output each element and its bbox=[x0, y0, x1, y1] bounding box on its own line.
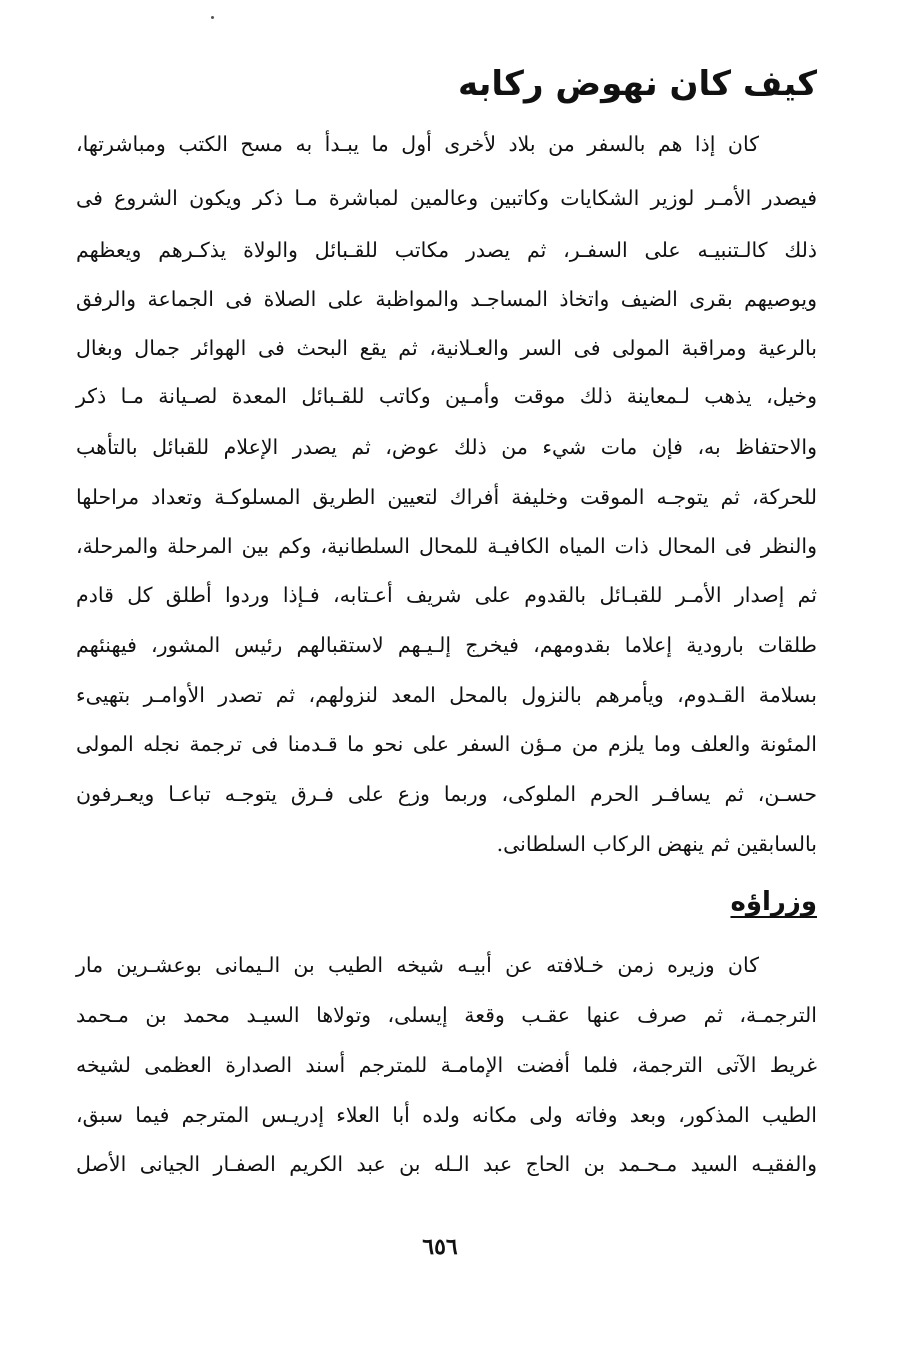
text-line: للحركة، ثم يتوجـه الموقت وخليفة أفراك لتعيين الطريق المسلوكـة وتعداد مراحلها bbox=[76, 485, 817, 509]
text-line: المئونة والعلف وما يلزم من مـؤن السفر على نحو ما قـدمنا فى ترجمة نجله المولى bbox=[76, 732, 817, 756]
text-line: ثم إصدار الأمـر للقبـائل بالقدوم على شريف أعـتابه، فـإذا وردوا أطلق كل قادم bbox=[76, 583, 817, 607]
text-line: كان وزيره زمن خـلافته عن أبيـه شيخه الطيب بن الـيمانى بوعشـرين مار bbox=[76, 953, 759, 977]
text-line: غريط الآتى الترجمة، فلما أفضت الإمامـة للمترجم أسند الصدارة العظمى لشيخه bbox=[76, 1053, 817, 1077]
text-line: ويوصيهم بقرى الضيف واتخاذ المساجـد والمواظبة على الصلاة فى الجماعة والرفق bbox=[76, 287, 817, 311]
text-line: بالسابقين ثم ينهض الركاب السلطانى. bbox=[496, 832, 817, 856]
text-line: الترجمـة، ثم صرف عنها عقـب وقعة إيسلى، وتولاها السيـد محمد بن مـحمد bbox=[76, 1003, 817, 1027]
text-line: بالرعية ومراقبة المولى فى السر والعـلانية، ثم يقع البحث فى الهوائر جمال وبغال bbox=[76, 336, 817, 360]
text-line: والاحتفاظ به، فإن مات شيء من ذلك عوض، ثم يصدر الإعلام للقبائل بالتأهب bbox=[76, 435, 817, 459]
text-line: بسلامة القـدوم، ويأمرهم بالنزول بالمحل المعد لنزولهم، ثم تصدر الأوامـر بتهيىء bbox=[76, 683, 817, 707]
page-number: ٦٥٦ bbox=[422, 1234, 458, 1260]
section-heading-ministers: وزراؤه bbox=[730, 887, 817, 917]
text-line: ذلك كالـتنبيـه على السفـر، ثم يصدر مكاتب للقـبائل والولاة يذكـرهم ويعظهم bbox=[76, 238, 817, 262]
text-line: فيصدر الأمـر لوزير الشكايات وكاتبين وعالمين لمباشرة مـا ذكر ويكون الشروع فى bbox=[76, 186, 817, 210]
text-line: حسـن، ثم يسافـر الحرم الملوكى، وربما وزع على فـرق يتوجـه تباعـا ويعـرفون bbox=[76, 782, 817, 806]
text-line: والنظر فى المحال ذات المياه الكافيـة للمحال السلطانية، وكم بين المرحلة والمرحلة، bbox=[76, 534, 817, 558]
section-heading-return-journey: كيف كان نهوض ركابه bbox=[458, 64, 817, 104]
text-line: طلقات بارودية إعلاما بقدومهم، فيخرج إلـيـهم لاستقبالهم رئيس المشور، فيهنئهم bbox=[76, 633, 817, 657]
scan-speck bbox=[211, 16, 214, 19]
text-line: والفقيـه السيد مـحـمد بن الحاج عبد الـله بن عبد الكريم الصفـار الجيانى الأصل bbox=[76, 1152, 817, 1176]
text-line: الطيب المذكور، وبعد وفاته ولى مكانه ولده أبا العلاء إدريـس المترجم فيما سبق، bbox=[76, 1103, 817, 1127]
text-line: وخيل، يذهب لـمعاينة ذلك موقت وأمـين وكاتب للقـبائل المعدة لصـيانة مـا ذكر bbox=[76, 384, 817, 408]
text-line: كان إذا هم بالسفر من بلاد لأخرى أول ما يبـدأ به مسح الكتب ومباشرتها، bbox=[76, 132, 759, 156]
